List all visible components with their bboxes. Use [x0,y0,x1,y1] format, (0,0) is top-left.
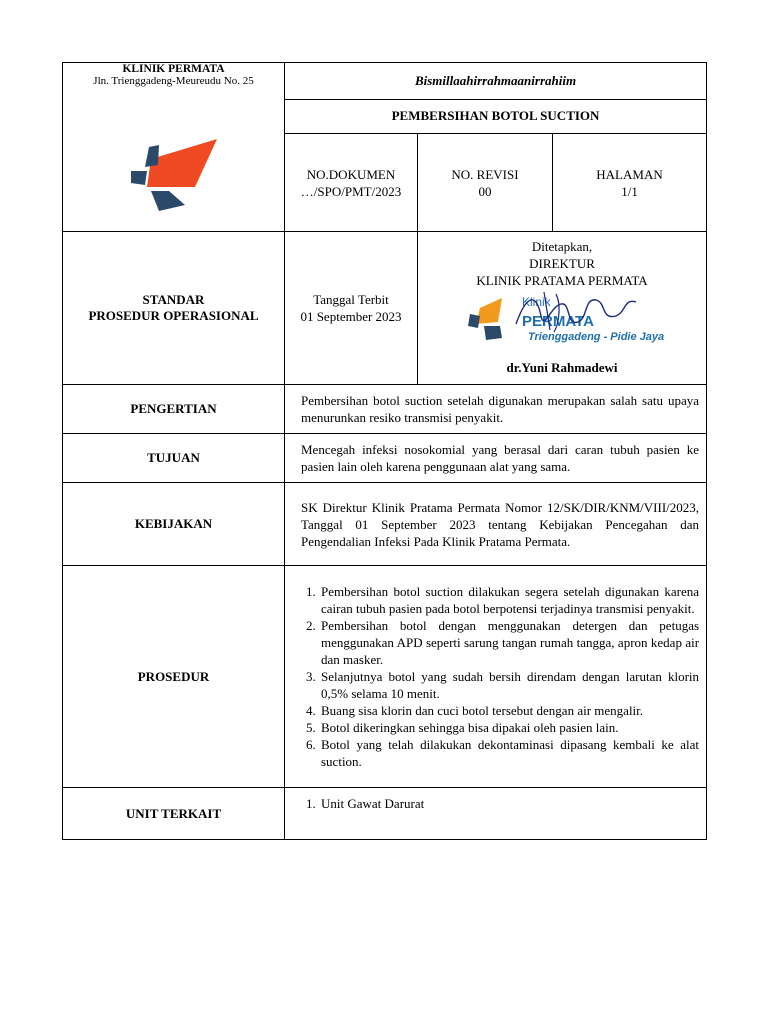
prosedur-step: 1. Pembersihan botol suction dilakukan segera setelah digunakan karena cairan tubuh pasien pada botol berpotensi terjadinya transmisi penyakit. [319,583,699,617]
revision-cell [418,134,553,232]
kebijakan-text: SK Direktur Klinik Pratama Permata Nomor 12/SK/DIR/KNM/VIII/2023, Tanggal 01 September 2023 tentang Kebijakan Pencegahan dan Pengendalian Infeksi Pada Klinik Pratama Permata. [301,499,700,549]
page-label: HALAMAN [596,166,663,182]
clinic-stamp-icon [466,286,666,356]
approved-line3: KLINIK PRATAMA PERMATA [476,273,648,288]
tujuan-text: Mencegah infeksi nosokomial yang berasal dari caran tubuh pasien ke pasien lain oleh karena penggunaan alat yang sama. [301,442,700,474]
kebijakan-label: KEBIJAKAN [63,483,285,566]
sop-title-line2: PROSEDUR OPERASIONAL [88,308,259,323]
prosedur-step: 6. Botol yang telah dilakukan dekontaminasi dipasang kembali ke alat suction. [319,736,699,770]
revision-value: 00 [478,183,492,199]
sop-table [62,62,707,840]
tujuan-content-cell [285,434,707,483]
page-cell [553,134,707,232]
prosedur-step: 2. Pembersihan botol dengan menggunakan detergen dan petugas menggunakan APD seperti sarung tangan rumah tangga, apron kedap air dan masker. [319,617,699,668]
clinic-name: KLINIK PERMATA [122,63,225,75]
stamp-permata: PERMATA [522,313,594,330]
prosedur-step: 3. Selanjutnya botol yang sudah bersih direndam dengan larutan klorin 0,5% selama 10 menit. [319,668,699,702]
pengertian-label: PENGERTIAN [63,385,285,434]
unit-terkait-list [285,795,706,812]
prosedur-label: PROSEDUR [63,566,285,788]
issue-date-cell [285,232,418,385]
clinic-address: Jln. Trienggadeng-Meureudu No. 25 [93,75,254,87]
sop-title-line1: STANDAR [142,292,205,307]
pengertian-text: Pembersihan botol suction setelah digunakan merupakan salah satu upaya menurunkan resiko transmisi penyakit. [301,393,700,425]
clinic-header-cell [63,63,285,232]
signer-name: dr.Yuni Rahmadewi [506,360,618,375]
tujuan-label: TUJUAN [63,434,285,483]
issue-date-value: 01 September 2023 [300,309,402,324]
revision-label: NO. REVISI [451,166,519,182]
doc-number-label: NO.DOKUMEN [306,166,396,182]
unit-terkait-content-cell [285,788,707,840]
approved-line2: DIREKTUR [529,256,595,271]
stamp-location: Trienggadeng - Pidie Jaya [528,331,665,343]
approved-line1: Ditetapkan, [531,239,593,254]
issue-date-label: Tanggal Terbit [313,292,389,307]
prosedur-step: 5. Botol dikeringkan sehingga bisa dipakai oleh pasien lain. [319,719,699,736]
sop-title-cell [63,232,285,385]
clinic-logo-icon [129,137,219,213]
pengertian-content-cell [285,385,707,434]
unit-terkait-label: UNIT TERKAIT [63,788,285,840]
page-value: 1/1 [621,183,638,199]
doc-number-value: …/SPO/PMT/2023 [300,183,402,199]
unit-terkait-item: 1. Unit Gawat Darurat [319,795,699,812]
kebijakan-content-cell [285,483,707,566]
approval-cell [418,232,707,385]
prosedur-content-cell [285,566,707,788]
doc-number-cell [285,134,418,232]
document-title: PEMBERSIHAN BOTOL SUCTION [285,99,707,134]
prosedur-steps-list [285,583,706,770]
bismillah-text: Bismillaahirrahmaanirrahiim [285,63,707,100]
stamp-klinik: Klinik [522,295,551,309]
prosedur-step: 4. Buang sisa klorin dan cuci botol tersebut dengan air mengalir. [319,702,699,719]
